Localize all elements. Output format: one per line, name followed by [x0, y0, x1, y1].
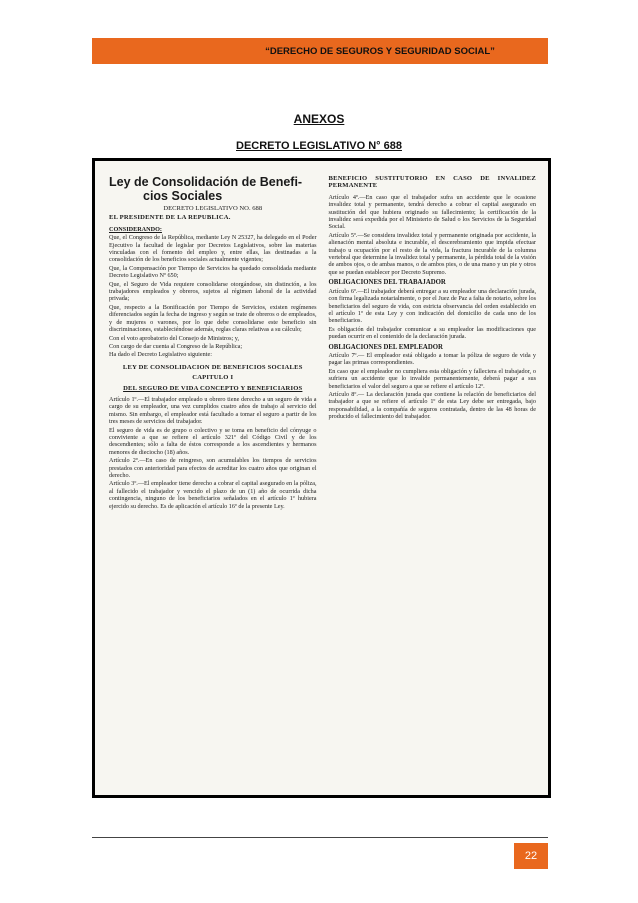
article-6b: Es obligación del trabajador comunicar a su empleador las modificaciones que puedan ocurrir en el contenido de la declaración jurada. — [328, 325, 536, 341]
considerando-7: Ha dado el Decreto Legislativo siguiente: — [109, 351, 212, 359]
article-1: Artículo 1º.—El trabajador empleado u obrero tiene derecho a un seguro de vida a cargo de su empleador, una vez cumplidos cuatro años de trabajo al servicio del mismo. Sin embargo, el empleador está facultado a tomar el seguro a partir de los tres meses de servicios del trabajador. — [109, 395, 317, 426]
article-6: Artículo 6º.—El trabajador deberá entregar a su empleador una declaración jurada, con firma legalizada notarialmente, o por el Juez de Paz a falta de notario, sobre los beneficiarios del seguro de vida, con estricta observancia del orden establecido en el artículo 1º de esta Ley y con indicación del domicilio de cada uno de los beneficiarios. — [328, 287, 536, 325]
article-1b: El seguro de vida es de grupo o colectivo y se toma en beneficio del cónyuge o conviviente a que se refiere el artículo 321º del Código Civil y de los descendientes; sólo a falta de éstos corresponde a los ascendientes y hermanos menores de dieciocho (18) años. — [109, 426, 317, 456]
article-4: Artículo 4º.—En caso que el trabajador sufra un accidente que le ocasione invalidez total y permanente, tendrá derecho a cobrar el capital asegurado en sustitución del que hubiera originado su fallecimiento; la certificación de la invalidez será expedida por el Ministerio de Salud o los Servicios de la Seguridad Social. — [328, 193, 536, 231]
law-heading — [109, 175, 317, 203]
considerando-1: Que, el Congreso de la República, mediante Ley N 25327, ha delegado en el Poder Ejecutivo la facultad de legislar por Decretos Legislativos, sobre las materias vinculadas con el fomento del empleo y, entre ellas, las destinadas a la consolidación de los beneficios sociales actualmente vigentes; — [109, 234, 317, 264]
law-heading-line-1: Ley de Consolidación de Benefi- — [109, 175, 303, 189]
footer-divider — [92, 837, 548, 838]
chapter-label: CAPITULO I — [192, 374, 234, 382]
considerando-4: Que, respecto a la Bonificación por Tiempo de Servicios, existen regímenes diferenciados según la fecha de ingreso y según se trate de obreros o de empleados, y de mujeres o varones, por lo que debe consolidarse este beneficio sin discriminaciones, estableciéndose además, reglas claras relativas a su cálculo; — [109, 303, 317, 334]
law-title: LEY DE CONSOLIDACION DE BENEFICIOS SOCIALES — [122, 363, 303, 371]
annex-title: ANEXOS — [293, 112, 345, 126]
decree-title: DECRETO LEGISLATIVO N° 688 — [236, 140, 402, 152]
article-2: Artículo 2º.—En caso de reingreso, son acumulables los tiempos de servicios prestados con anterioridad para efectos de acreditar los cuatro años que originan el derecho. — [109, 457, 317, 479]
scanned-document — [92, 158, 551, 798]
header-bar — [92, 38, 548, 64]
article-5: Artículo 5º.—Se considera invalidez total y permanente originada por accidente, la alienación mental absoluta e incurable, el descerebramiento que impida efectuar trabajo u ocupación por el resto de la vida, la fractura incurable de la columna vertebral que determine la invalidez total y permanente, la pérdida total de la visión de ambos ojos, o de ambas manos, o de ambos pies, o de una mano y un pie y otros que se puedan establecer por Decreto Supremo. — [328, 231, 536, 276]
chapter-subtitle: DEL SEGURO DE VIDA CONCEPTO Y BENEFICIARIOS — [123, 384, 303, 392]
scan-right-column — [329, 175, 537, 785]
heading-obligaciones-empleador: OBLIGACIONES DEL EMPLEADOR — [328, 343, 443, 351]
page-number: 22 — [514, 843, 548, 869]
article-8: Artículo 8º.— La declaración jurada que contiene la relación de beneficiarios del trabajador a que se refiere el artículo 1º de esta Ley debe ser entregada, bajo responsabilidad, a la compañía de seguros contratada, dentro de las 48 horas de producido el fallecimiento del trabajador. — [328, 390, 536, 421]
article-7: Artículo 7º.— El empleador está obligado a tomar la póliza de seguro de vida y pagar las primas correspondientes. — [328, 351, 536, 367]
decree-number: DECRETO LEGISLATIVO NO. 688 — [163, 205, 263, 212]
considerando-5: Con el voto aprobatorio del Consejo de Ministros; y, — [109, 334, 240, 342]
header-title: “DERECHO DE SEGUROS Y SEGURIDAD SOCIAL” — [265, 45, 495, 57]
considerando-2: Que, la Compensación por Tiempo de Servicios ha quedado consolidada mediante Decreto Legislativo Nº 650; — [109, 264, 317, 280]
considerando-heading: CONSIDERANDO: — [109, 225, 162, 233]
considerando-3: Que, el Seguro de Vida requiere consolidarse otorgándose, sin distinción, a los trabajadores empleados y obreros, sujetos al régimen laboral de la actividad privada; — [109, 280, 317, 303]
scan-left-column — [109, 175, 317, 785]
considerando-6: Con cargo de dar cuenta al Congreso de la República; — [109, 342, 243, 350]
heading-invalidez: BENEFICIO SUSTITUTORIO EN CASO DE INVALIDEZ PERMANENTE — [328, 175, 536, 190]
law-heading-line-2: cios Sociales — [143, 189, 223, 203]
heading-obligaciones-trabajador: OBLIGACIONES DEL TRABAJADOR — [328, 279, 446, 287]
president-line: EL PRESIDENTE DE LA REPUBLICA. — [109, 214, 231, 222]
article-3: Artículo 3º.—El empleador tiene derecho a cobrar el capital asegurado en la póliza, al fallecido el trabajador y vencido el plazo de un (1) año de ocurrida dicha contingencia, ninguno de los beneficiarios señalados en el artículo 1º hubiera ejercido su derecho. Es de aplicación el artículo 16º de la presente Ley. — [109, 480, 317, 510]
article-7b: En caso que el empleador no cumpliera esta obligación y falleciera el trabajador, o sufriera un accidente que lo invalide permanentemente, deberá pagar a sus beneficiarios el valor del seguro a que se refiere el artículo 12º. — [328, 367, 536, 390]
